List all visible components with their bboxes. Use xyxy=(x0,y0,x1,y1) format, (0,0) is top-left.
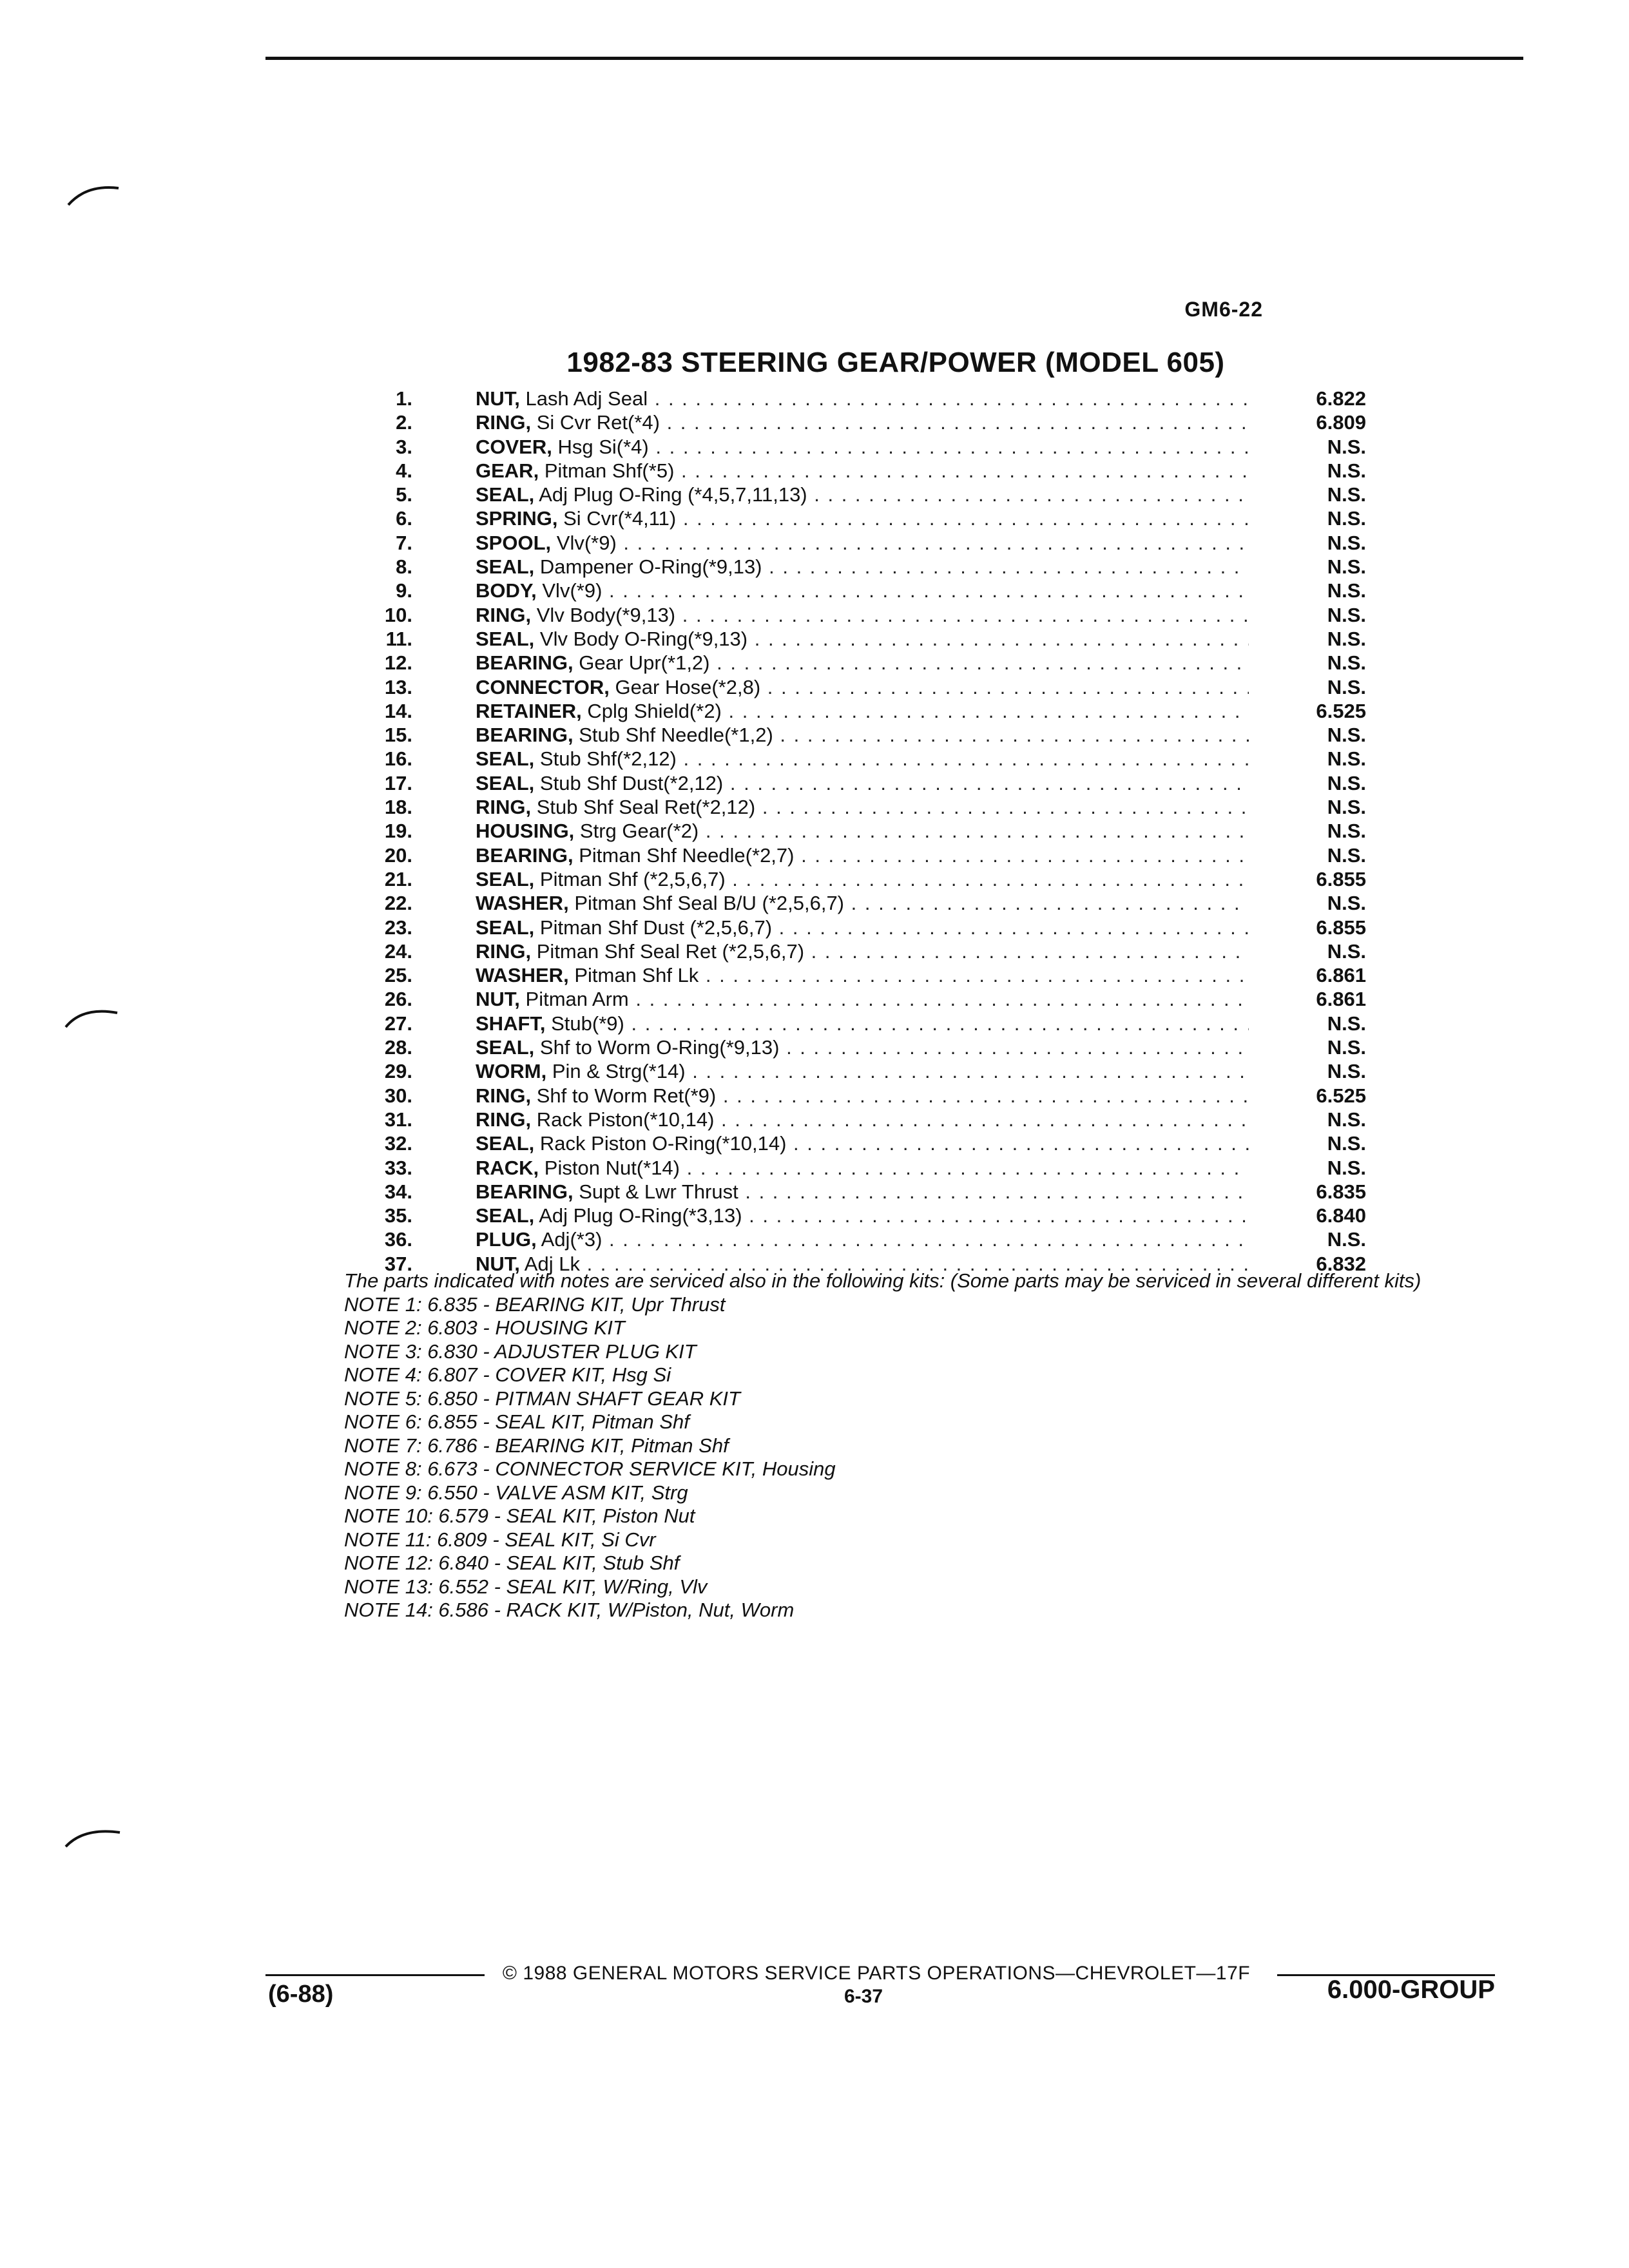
part-number: 8. xyxy=(396,555,412,579)
part-row xyxy=(348,651,1366,675)
part-name: WASHER, xyxy=(476,964,569,987)
part-name: BEARING, xyxy=(476,724,574,747)
part-price: N.S. xyxy=(1327,796,1366,819)
part-name: SEAL, xyxy=(476,1132,535,1155)
part-description xyxy=(476,891,1249,915)
part-number: 35. xyxy=(384,1204,412,1227)
part-detail: Adj Lk xyxy=(524,1252,580,1275)
part-name: SEAL, xyxy=(476,867,535,890)
part-price: 6.809 xyxy=(1316,411,1366,434)
part-row xyxy=(348,1156,1366,1180)
part-price: 6.861 xyxy=(1316,964,1366,987)
part-price: N.S. xyxy=(1327,939,1366,963)
part-price: N.S. xyxy=(1327,1228,1366,1251)
part-name: SEAL, xyxy=(476,747,535,771)
part-detail: Stub Shf Seal Ret(*2,12) xyxy=(536,796,756,819)
part-detail: Hsg Si(*4) xyxy=(557,435,649,458)
part-detail: Si Cvr(*4,11) xyxy=(563,507,677,530)
part-description xyxy=(476,1059,1249,1083)
part-number: 6. xyxy=(396,507,412,530)
part-number: 20. xyxy=(384,843,412,867)
part-number: 24. xyxy=(384,939,412,963)
part-description xyxy=(476,795,1249,819)
part-detail: Vlv Body O-Ring(*9,13) xyxy=(539,627,748,650)
part-row xyxy=(348,1180,1366,1204)
part-description xyxy=(476,483,1249,506)
part-description xyxy=(476,747,1249,771)
top-rule xyxy=(265,57,1523,60)
part-detail: Stub Shf Dust(*2,12) xyxy=(539,771,724,794)
part-description xyxy=(476,1131,1249,1155)
part-name: SEAL, xyxy=(476,1204,535,1227)
part-row xyxy=(348,531,1366,555)
page-title: 1982-83 STEERING GEAR/POWER (MODEL 605) xyxy=(566,347,1225,378)
part-price: N.S. xyxy=(1327,771,1366,794)
part-description xyxy=(476,819,1249,843)
part-row xyxy=(348,506,1366,530)
part-row xyxy=(348,1035,1366,1059)
part-name: HOUSING, xyxy=(476,820,575,843)
part-description xyxy=(476,603,1249,627)
part-description xyxy=(476,531,1249,555)
part-row xyxy=(348,555,1366,579)
part-description xyxy=(476,459,1249,483)
part-detail: Pitman Shf Dust (*2,5,6,7) xyxy=(539,916,773,939)
part-price: N.S. xyxy=(1327,555,1366,579)
part-row xyxy=(348,699,1366,723)
notes-intro: The parts indicated with notes are serviced also in the following kits: (Some parts may be serviced in several different kits) xyxy=(344,1269,1422,1292)
part-description xyxy=(476,771,1249,795)
part-row xyxy=(348,843,1366,867)
part-number: 15. xyxy=(384,724,412,747)
part-price: N.S. xyxy=(1327,1132,1366,1155)
kit-note: NOTE 6: 6.855 - SEAL KIT, Pitman Shf xyxy=(344,1410,689,1433)
part-name: WORM, xyxy=(476,1060,547,1083)
part-price: N.S. xyxy=(1327,724,1366,747)
part-description xyxy=(476,1180,1249,1204)
part-description xyxy=(476,410,1249,434)
part-name: SEAL, xyxy=(476,483,535,506)
part-row xyxy=(348,1108,1366,1131)
part-number: 31. xyxy=(384,1108,412,1131)
part-description xyxy=(476,916,1249,939)
part-row xyxy=(348,1059,1366,1083)
part-detail: Rack Piston(*10,14) xyxy=(536,1108,715,1131)
part-detail: Vlv(*9) xyxy=(556,531,617,554)
part-description xyxy=(476,1084,1249,1108)
part-description xyxy=(476,675,1249,699)
margin-mark-icon xyxy=(64,1823,142,1849)
part-description xyxy=(476,1012,1249,1035)
part-detail: Gear Hose(*2,8) xyxy=(615,675,761,698)
part-name: RING, xyxy=(476,603,532,626)
part-detail: Vlv Body(*9,13) xyxy=(536,603,676,626)
part-number: 16. xyxy=(384,747,412,771)
part-price: 6.835 xyxy=(1316,1180,1366,1203)
part-description xyxy=(476,1035,1249,1059)
part-number: 19. xyxy=(384,820,412,843)
part-detail: Pitman Shf Needle(*2,7) xyxy=(579,843,795,867)
part-price: 6.855 xyxy=(1316,867,1366,890)
part-detail: Pitman Shf(*5) xyxy=(544,459,675,482)
part-number: 5. xyxy=(396,483,412,506)
part-name: SEAL, xyxy=(476,916,535,939)
part-description xyxy=(476,843,1249,867)
kit-note: NOTE 12: 6.840 - SEAL KIT, Stub Shf xyxy=(344,1552,680,1574)
kit-note: NOTE 2: 6.803 - HOUSING KIT xyxy=(344,1316,625,1339)
part-row xyxy=(348,1012,1366,1035)
part-description xyxy=(476,1108,1249,1131)
part-detail: Pitman Shf Lk xyxy=(574,964,699,987)
part-price: N.S. xyxy=(1327,531,1366,554)
part-row xyxy=(348,891,1366,915)
part-number: 4. xyxy=(396,459,412,482)
part-detail: Strg Gear(*2) xyxy=(579,820,699,843)
part-row xyxy=(348,675,1366,699)
part-detail: Pitman Shf Seal B/U (*2,5,6,7) xyxy=(574,892,845,915)
part-row xyxy=(348,795,1366,819)
part-description xyxy=(476,1156,1249,1180)
kit-note: NOTE 5: 6.850 - PITMAN SHAFT GEAR KIT xyxy=(344,1387,740,1410)
kit-note: NOTE 10: 6.579 - SEAL KIT, Piston Nut xyxy=(344,1504,695,1527)
part-price: N.S. xyxy=(1327,843,1366,867)
part-description xyxy=(476,867,1249,891)
margin-mark-icon xyxy=(64,1003,142,1028)
part-price: N.S. xyxy=(1327,579,1366,602)
part-price: 6.822 xyxy=(1316,387,1366,410)
kit-note: NOTE 9: 6.550 - VALVE ASM KIT, Strg xyxy=(344,1481,688,1504)
part-number: 9. xyxy=(396,579,412,602)
kit-note: NOTE 14: 6.586 - RACK KIT, W/Piston, Nut, Worm xyxy=(344,1599,795,1621)
part-row xyxy=(348,1131,1366,1155)
part-name: NUT, xyxy=(476,1252,520,1275)
part-name: BEARING, xyxy=(476,1180,574,1203)
part-number: 33. xyxy=(384,1156,412,1179)
part-row xyxy=(348,483,1366,506)
part-name: SEAL, xyxy=(476,1036,535,1059)
part-number: 18. xyxy=(384,796,412,819)
part-number: 2. xyxy=(396,411,412,434)
part-detail: Stub(*9) xyxy=(551,1012,624,1035)
page-code: GM6-22 xyxy=(1184,298,1263,321)
part-number: 3. xyxy=(396,435,412,458)
part-name: GEAR, xyxy=(476,459,539,482)
part-row xyxy=(348,819,1366,843)
part-number: 36. xyxy=(384,1228,412,1251)
part-number: 1. xyxy=(396,387,412,410)
part-row xyxy=(348,387,1366,410)
part-price: N.S. xyxy=(1327,675,1366,698)
kit-note: NOTE 1: 6.835 - BEARING KIT, Upr Thrust xyxy=(344,1293,726,1316)
footer-copyright: © 1988 GENERAL MOTORS SERVICE PARTS OPERATIONS—CHEVROLET—17F xyxy=(502,1963,1251,1984)
part-number: 14. xyxy=(384,699,412,722)
part-number: 25. xyxy=(384,964,412,987)
part-price: N.S. xyxy=(1327,459,1366,482)
part-detail: Adj Plug O-Ring (*4,5,7,11,13) xyxy=(539,483,807,506)
notes-list xyxy=(344,1293,1440,1622)
part-number: 22. xyxy=(384,892,412,915)
part-number: 26. xyxy=(384,988,412,1011)
part-detail: Cplg Shield(*2) xyxy=(587,699,722,722)
kit-note: NOTE 3: 6.830 - ADJUSTER PLUG KIT xyxy=(344,1340,697,1363)
part-price: N.S. xyxy=(1327,1036,1366,1059)
part-name: SPOOL, xyxy=(476,531,552,554)
kit-note: NOTE 4: 6.807 - COVER KIT, Hsg Si xyxy=(344,1363,671,1386)
part-number: 17. xyxy=(384,771,412,794)
part-description xyxy=(476,699,1249,723)
part-price: N.S. xyxy=(1327,1060,1366,1083)
part-name: SEAL, xyxy=(476,555,535,579)
part-name: RING, xyxy=(476,1084,532,1107)
part-row xyxy=(348,1084,1366,1108)
part-detail: Pitman Shf Seal Ret (*2,5,6,7) xyxy=(536,939,805,963)
part-row xyxy=(348,747,1366,771)
part-detail: Lash Adj Seal xyxy=(525,387,648,410)
part-name: WASHER, xyxy=(476,892,569,915)
part-price: 6.861 xyxy=(1316,988,1366,1011)
part-number: 34. xyxy=(384,1180,412,1203)
part-detail: Vlv(*9) xyxy=(542,579,602,602)
part-number: 28. xyxy=(384,1036,412,1059)
part-name: BODY, xyxy=(476,579,537,602)
notes-section xyxy=(344,1269,1440,1622)
part-description xyxy=(476,987,1249,1011)
part-name: COVER, xyxy=(476,435,552,458)
part-description xyxy=(476,963,1249,987)
part-detail: Shf to Worm O-Ring(*9,13) xyxy=(539,1036,780,1059)
part-row xyxy=(348,627,1366,651)
part-price: 6.832 xyxy=(1316,1252,1366,1275)
footer-rule-left xyxy=(265,1974,485,1976)
part-name: RACK, xyxy=(476,1156,539,1179)
part-detail: Shf to Worm Ret(*9) xyxy=(536,1084,717,1107)
margin-mark-icon xyxy=(67,180,144,206)
part-detail: Dampener O-Ring(*9,13) xyxy=(539,555,762,579)
part-name: RING, xyxy=(476,1108,532,1131)
part-row xyxy=(348,916,1366,939)
part-name: BEARING, xyxy=(476,843,574,867)
part-price: N.S. xyxy=(1327,627,1366,650)
part-price: N.S. xyxy=(1327,651,1366,675)
part-detail: Adj Plug O-Ring(*3,13) xyxy=(539,1204,742,1227)
part-description xyxy=(476,579,1249,602)
part-detail: Gear Upr(*1,2) xyxy=(579,651,710,675)
part-detail: Adj(*3) xyxy=(541,1228,602,1251)
part-price: N.S. xyxy=(1327,435,1366,458)
part-detail: Stub Shf(*2,12) xyxy=(539,747,677,771)
part-number: 27. xyxy=(384,1012,412,1035)
kit-note: NOTE 11: 6.809 - SEAL KIT, Si Cvr xyxy=(344,1528,656,1551)
footer-page-number: 6-37 xyxy=(843,1986,883,2007)
part-price: N.S. xyxy=(1327,1108,1366,1131)
footer-date-code: (6-88) xyxy=(268,1981,334,2008)
part-price: N.S. xyxy=(1327,483,1366,506)
part-price: 6.840 xyxy=(1316,1204,1366,1227)
part-name: RING, xyxy=(476,939,532,963)
part-number: 30. xyxy=(384,1084,412,1107)
part-detail: Piston Nut(*14) xyxy=(544,1156,680,1179)
part-name: NUT, xyxy=(476,988,520,1011)
part-name: RING, xyxy=(476,796,532,819)
part-price: N.S. xyxy=(1327,1012,1366,1035)
part-name: RETAINER, xyxy=(476,699,582,722)
part-description xyxy=(476,387,1249,410)
part-detail: Pin & Strg(*14) xyxy=(552,1060,686,1083)
part-number: 21. xyxy=(384,867,412,890)
part-number: 13. xyxy=(384,675,412,698)
part-description xyxy=(476,651,1249,675)
part-row xyxy=(348,410,1366,434)
part-price: 6.855 xyxy=(1316,916,1366,939)
kit-note: NOTE 8: 6.673 - CONNECTOR SERVICE KIT, Housing xyxy=(344,1457,836,1480)
part-row xyxy=(348,435,1366,459)
part-number: 29. xyxy=(384,1060,412,1083)
part-number: 10. xyxy=(384,603,412,626)
part-row xyxy=(348,1227,1366,1251)
part-detail: Stub Shf Needle(*1,2) xyxy=(579,724,773,747)
part-number: 11. xyxy=(385,627,412,650)
part-price: 6.525 xyxy=(1316,1084,1366,1107)
part-name: PLUG, xyxy=(476,1228,537,1251)
part-number: 32. xyxy=(384,1132,412,1155)
part-row xyxy=(348,1204,1366,1227)
part-row xyxy=(348,723,1366,747)
part-price: N.S. xyxy=(1327,507,1366,530)
part-name: RING, xyxy=(476,411,532,434)
part-name: BEARING, xyxy=(476,651,574,675)
part-number: 23. xyxy=(384,916,412,939)
part-detail: Rack Piston O-Ring(*10,14) xyxy=(539,1132,787,1155)
part-name: SHAFT, xyxy=(476,1012,546,1035)
part-row xyxy=(348,963,1366,987)
part-name: SEAL, xyxy=(476,771,535,794)
part-description xyxy=(476,627,1249,651)
part-price: N.S. xyxy=(1327,1156,1366,1179)
part-price: 6.525 xyxy=(1316,699,1366,722)
part-price: N.S. xyxy=(1327,747,1366,771)
part-name: NUT, xyxy=(476,387,520,410)
parts-list xyxy=(348,387,1366,1276)
part-row xyxy=(348,771,1366,795)
part-number: 12. xyxy=(384,651,412,675)
part-number: 7. xyxy=(396,531,412,554)
part-row xyxy=(348,579,1366,602)
part-detail: Pitman Arm xyxy=(525,988,629,1011)
part-description xyxy=(476,435,1249,459)
part-description xyxy=(476,555,1249,579)
part-name: CONNECTOR, xyxy=(476,675,610,698)
part-description xyxy=(476,939,1249,963)
part-row xyxy=(348,867,1366,891)
footer-group: 6.000-GROUP xyxy=(1327,1975,1495,2004)
part-number: 37. xyxy=(384,1252,412,1275)
part-description xyxy=(476,506,1249,530)
part-detail: Supt & Lwr Thrust xyxy=(579,1180,738,1203)
part-row xyxy=(348,459,1366,483)
part-name: SEAL, xyxy=(476,627,535,650)
part-price: N.S. xyxy=(1327,820,1366,843)
kit-note: NOTE 13: 6.552 - SEAL KIT, W/Ring, Vlv xyxy=(344,1575,708,1598)
part-detail: Pitman Shf (*2,5,6,7) xyxy=(539,867,726,890)
part-description xyxy=(476,723,1249,747)
part-price: N.S. xyxy=(1327,603,1366,626)
part-row xyxy=(348,603,1366,627)
part-description xyxy=(476,1227,1249,1251)
part-price: N.S. xyxy=(1327,892,1366,915)
part-description xyxy=(476,1204,1249,1227)
part-name: SPRING, xyxy=(476,507,558,530)
kit-note: NOTE 7: 6.786 - BEARING KIT, Pitman Shf xyxy=(344,1434,729,1457)
part-row xyxy=(348,987,1366,1011)
part-detail: Si Cvr Ret(*4) xyxy=(536,411,660,434)
part-row xyxy=(348,939,1366,963)
